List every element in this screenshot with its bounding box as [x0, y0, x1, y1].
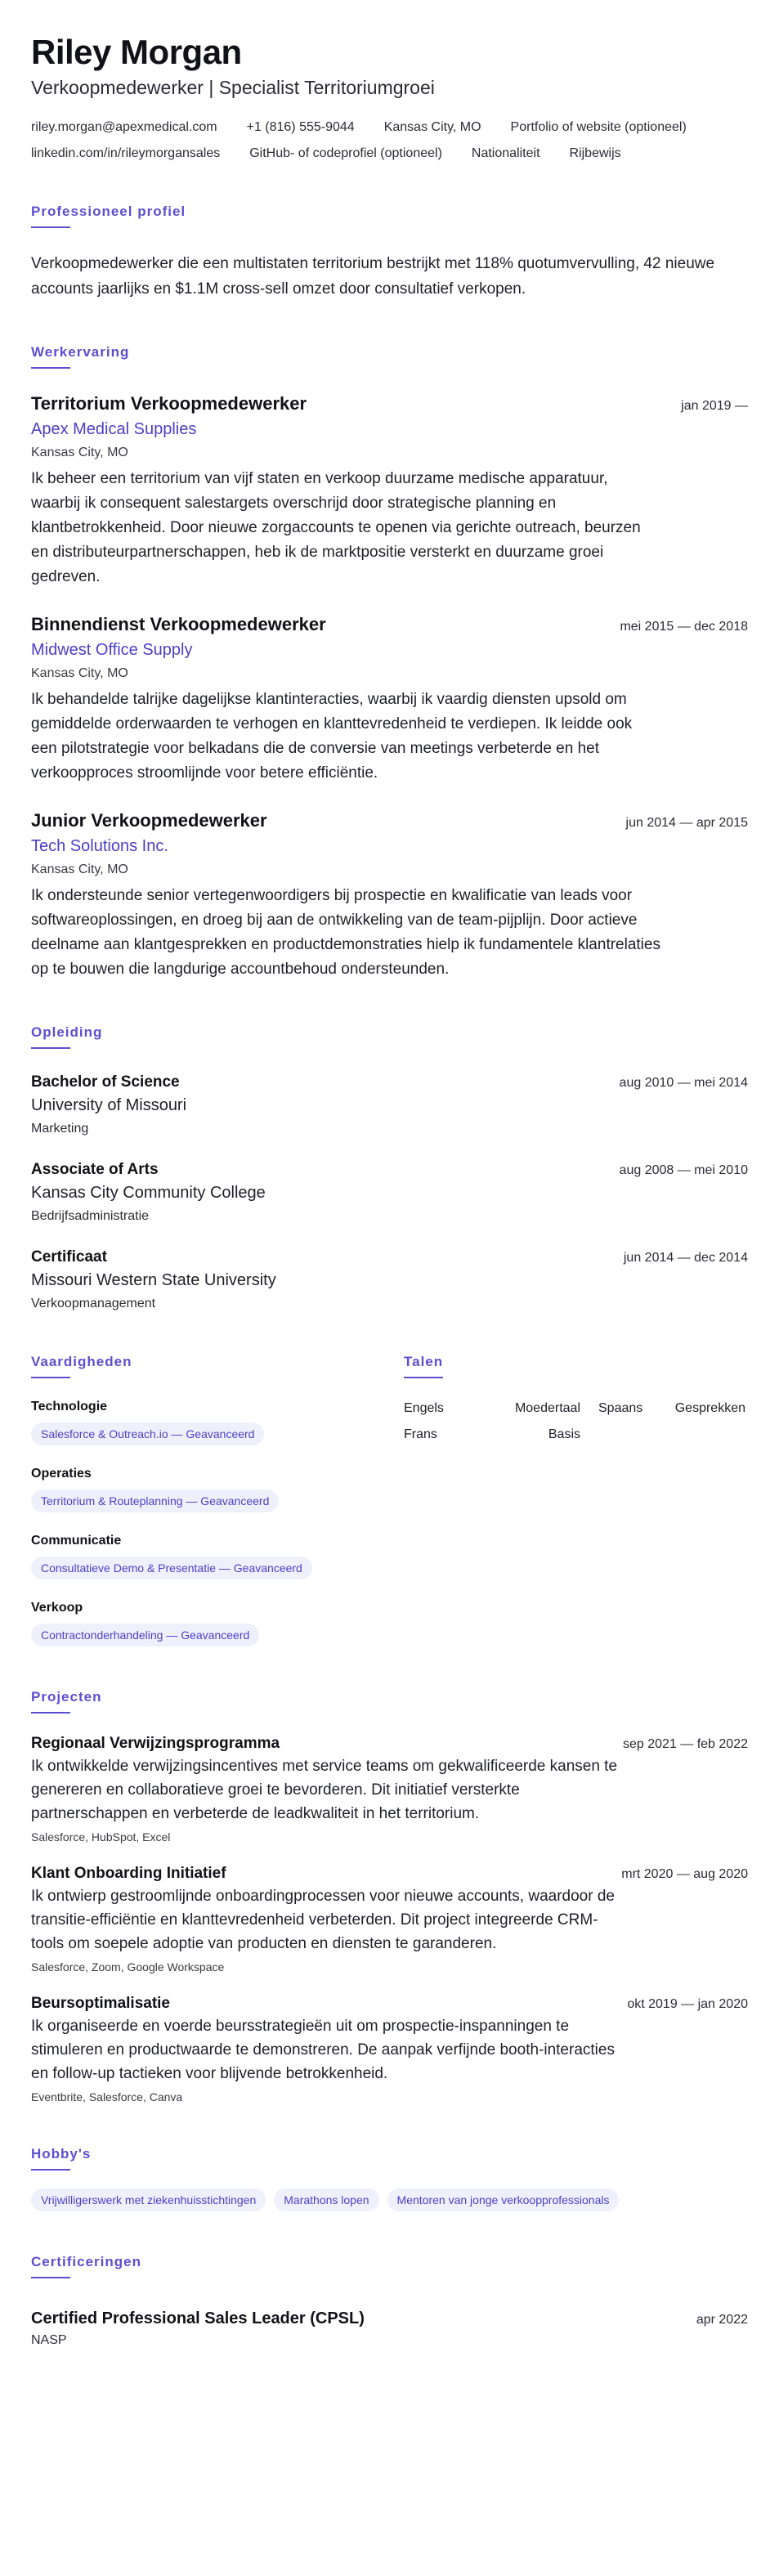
hobbies-list	[31, 2188, 748, 2211]
skill-group	[31, 1467, 404, 1512]
contact-github[interactable]: GitHub- of codeprofiel (optioneel)	[249, 146, 442, 161]
section-title-profile: Professioneel profiel	[31, 204, 186, 220]
job-location: Kansas City, MO	[31, 862, 128, 877]
skill-tag: Territorium & Routeplanning — Geavanceerd	[31, 1490, 279, 1512]
project-name: Klant Onboarding Initiatief	[31, 1865, 226, 1883]
candidate-headline: Verkoopmedewerker | Specialist Territoriumgroei	[31, 77, 435, 99]
hobby-tag: Marathons lopen	[274, 2188, 378, 2211]
project-name: Beursoptimalisatie	[31, 1995, 170, 2013]
skills-section	[31, 1354, 404, 1646]
section-title-skills: Vaardigheden	[31, 1354, 132, 1370]
skill-category: Technologie	[31, 1400, 108, 1414]
experience-entry	[31, 393, 748, 589]
skill-group	[31, 1400, 404, 1445]
education-date: jun 2014 — dec 2014	[623, 1251, 748, 1266]
section-title-languages: Talen	[404, 1354, 444, 1370]
contact-phone[interactable]: +1 (816) 555-9044	[246, 120, 355, 135]
education-date: aug 2008 — mei 2010	[619, 1163, 748, 1178]
job-title: Binnendienst Verkoopmedewerker	[31, 614, 326, 635]
languages-list	[404, 1401, 748, 1442]
study-field: Marketing	[31, 1122, 89, 1136]
language-level: Basis	[548, 1427, 580, 1442]
project-tech: Eventbrite, Salesforce, Canva	[31, 2090, 183, 2104]
projects-section	[31, 1689, 748, 2103]
skill-category: Operaties	[31, 1467, 92, 1481]
section-title-projects: Projecten	[31, 1689, 102, 1705]
skill-tag: Contractonderhandeling — Geavanceerd	[31, 1624, 259, 1646]
project-tech: Salesforce, HubSpot, Excel	[31, 1830, 171, 1844]
contact-info	[31, 120, 748, 161]
job-location: Kansas City, MO	[31, 666, 128, 681]
section-divider	[31, 226, 70, 228]
contact-portfolio[interactable]: Portfolio of website (optioneel)	[510, 120, 687, 135]
section-title-hobbies: Hobby's	[31, 2146, 92, 2162]
section-divider	[31, 1377, 70, 1378]
contact-drivers-license: Rijbewijs	[569, 146, 621, 161]
school-name: University of Missouri	[31, 1096, 187, 1115]
skill-tag: Salesforce & Outreach.io — Geavanceerd	[31, 1422, 264, 1445]
project-entry	[31, 1735, 748, 1844]
section-divider	[31, 1047, 70, 1049]
skill-group	[31, 1534, 404, 1579]
language-name: Spaans	[598, 1401, 643, 1416]
contact-email[interactable]: riley.morgan@apexmedical.com	[31, 120, 217, 135]
section-title-certifications: Certificeringen	[31, 2254, 141, 2270]
language-name: Frans	[404, 1427, 437, 1442]
school-name: Missouri Western State University	[31, 1271, 276, 1290]
skill-category: Communicatie	[31, 1534, 122, 1548]
job-location: Kansas City, MO	[31, 446, 128, 460]
section-divider	[404, 1377, 443, 1378]
experience-entry	[31, 810, 748, 982]
company-name: Tech Solutions Inc.	[31, 837, 168, 856]
hobby-tag: Vrijwilligerswerk met ziekenhuisstichtingen	[31, 2188, 266, 2211]
candidate-name: Riley Morgan	[31, 33, 242, 71]
certification-date: apr 2022	[696, 2313, 748, 2327]
study-field: Bedrijfsadministratie	[31, 1209, 150, 1224]
job-description: Ik beheer een territorium van vijf staten en verkoop duurzame medische apparatuur, waarbij ik consequent salestargets overschrijd door strategische planning en klantbetrokkenheid. Door nieuwe zorgaccounts te openen via gerichte outreach, beurzen en distributeurpartnerschappen, heb ik de marktpositie versterkt en duurzame groei gedreven.	[31, 470, 641, 586]
project-description: Ik organiseerde en voerde beursstrategieën uit om prospectie-inspanningen te stimuleren en productwaarde te demonstreren. De aanpak verfijnde booth-interacties en follow-up tactieken voor blijvende betrokkenheid.	[31, 2018, 615, 2083]
company-name: Midwest Office Supply	[31, 641, 193, 660]
skill-category: Verkoop	[31, 1601, 83, 1615]
degree-title: Associate of Arts	[31, 1161, 159, 1179]
certification-entry	[31, 2309, 748, 2348]
job-description: Ik ondersteunde senior vertegenwoordigers bij prospectie en kwalificatie van leads voor softwareoplossingen, en droeg bij aan de ontwikkeling van de team-pijplijn. Door actieve deelname aan klantgesprekken en productdemonstraties hielp ik fundamentele klantrelaties op te bouwen die langdurige accountbehoud ondersteunden.	[31, 887, 660, 979]
job-title: Junior Verkoopmedewerker	[31, 810, 267, 831]
company-name: Apex Medical Supplies	[31, 420, 197, 439]
education-section	[31, 1024, 748, 1311]
language-name: Engels	[404, 1401, 444, 1416]
skill-group	[31, 1601, 404, 1646]
language-level: Moedertaal	[514, 1401, 580, 1416]
certification-name: Certified Professional Sales Leader (CPSL)	[31, 2309, 365, 2328]
job-date: mei 2015 — dec 2018	[620, 620, 748, 634]
section-title-education: Opleiding	[31, 1024, 103, 1041]
profile-section	[31, 204, 748, 302]
contact-location: Kansas City, MO	[383, 120, 481, 135]
project-entry	[31, 1995, 748, 2103]
experience-section	[31, 344, 748, 982]
education-entry	[31, 1073, 748, 1136]
project-date: okt 2019 — jan 2020	[627, 1997, 748, 2012]
degree-title: Certificaat	[31, 1248, 107, 1266]
degree-title: Bachelor of Science	[31, 1073, 180, 1091]
project-date: mrt 2020 — aug 2020	[621, 1867, 748, 1882]
certification-issuer: NASP	[31, 2333, 67, 2348]
job-date: jan 2019 —	[681, 399, 748, 414]
project-date: sep 2021 — feb 2022	[622, 1737, 748, 1752]
languages-section	[404, 1354, 748, 1646]
profile-summary: Verkoopmedewerker die een multistaten territorium bestrijkt met 118% quotumvervulling, 42 nieuwe accounts jaarlijks en $1.1M cross-sell omzet door consultatief verkopen.	[31, 255, 715, 298]
section-divider	[31, 367, 70, 369]
job-title: Territorium Verkoopmedewerker	[31, 393, 307, 414]
project-description: Ik ontwierp gestroomlijnde onboardingprocessen voor nieuwe accounts, waardoor de transitie-efficiëntie en klanttevredenheid verbeterden. Dit project integreerde CRM-tools om soepele adoptie van producten en diensten te garanderen.	[31, 1888, 615, 1953]
hobbies-section	[31, 2146, 748, 2211]
section-divider	[31, 2277, 70, 2278]
contact-nationality: Nationaliteit	[471, 146, 540, 161]
project-name: Regionaal Verwijzingsprogramma	[31, 1735, 280, 1753]
section-divider	[31, 2169, 70, 2171]
job-date: jun 2014 — apr 2015	[625, 816, 748, 831]
education-date: aug 2010 — mei 2014	[619, 1076, 748, 1091]
resume-header	[31, 33, 748, 161]
project-tech: Salesforce, Zoom, Google Workspace	[31, 1960, 225, 1974]
project-entry	[31, 1865, 748, 1973]
section-divider	[31, 1712, 70, 1714]
project-description: Ik ontwikkelde verwijzingsincentives met service teams om gekwalificeerde kansen te genereren en collaboratieve groei te bevorderen. Dit initiatief versterkte partnerschappen en verbeterde de leadkwaliteit in het territorium.	[31, 1758, 618, 1823]
experience-entry	[31, 614, 748, 786]
education-entry	[31, 1161, 748, 1224]
certifications-section	[31, 2254, 748, 2348]
school-name: Kansas City Community College	[31, 1184, 266, 1203]
study-field: Verkoopmanagement	[31, 1297, 156, 1311]
hobby-tag: Mentoren van jonge verkoopprofessionals	[387, 2188, 620, 2211]
contact-linkedin[interactable]: linkedin.com/in/rileymorgansales	[31, 146, 221, 161]
skills-languages-row	[31, 1354, 748, 1646]
job-description: Ik behandelde talrijke dagelijkse klantinteracties, waarbij ik vaardig diensten upsold om gemiddelde orderwaarden te verhogen en klanttevredenheid te verdiepen. Ik leidde ook een pilotstrategie voor belkadans die de conversie van meetings verbeterde en het verkoopproces stroomlijnde voor betere efficiëntie.	[31, 691, 633, 782]
education-entry	[31, 1248, 748, 1311]
section-title-experience: Werkervaring	[31, 344, 130, 361]
skill-tag: Consultatieve Demo & Presentatie — Geavanceerd	[31, 1557, 312, 1579]
language-level: Gesprekken	[674, 1401, 745, 1416]
